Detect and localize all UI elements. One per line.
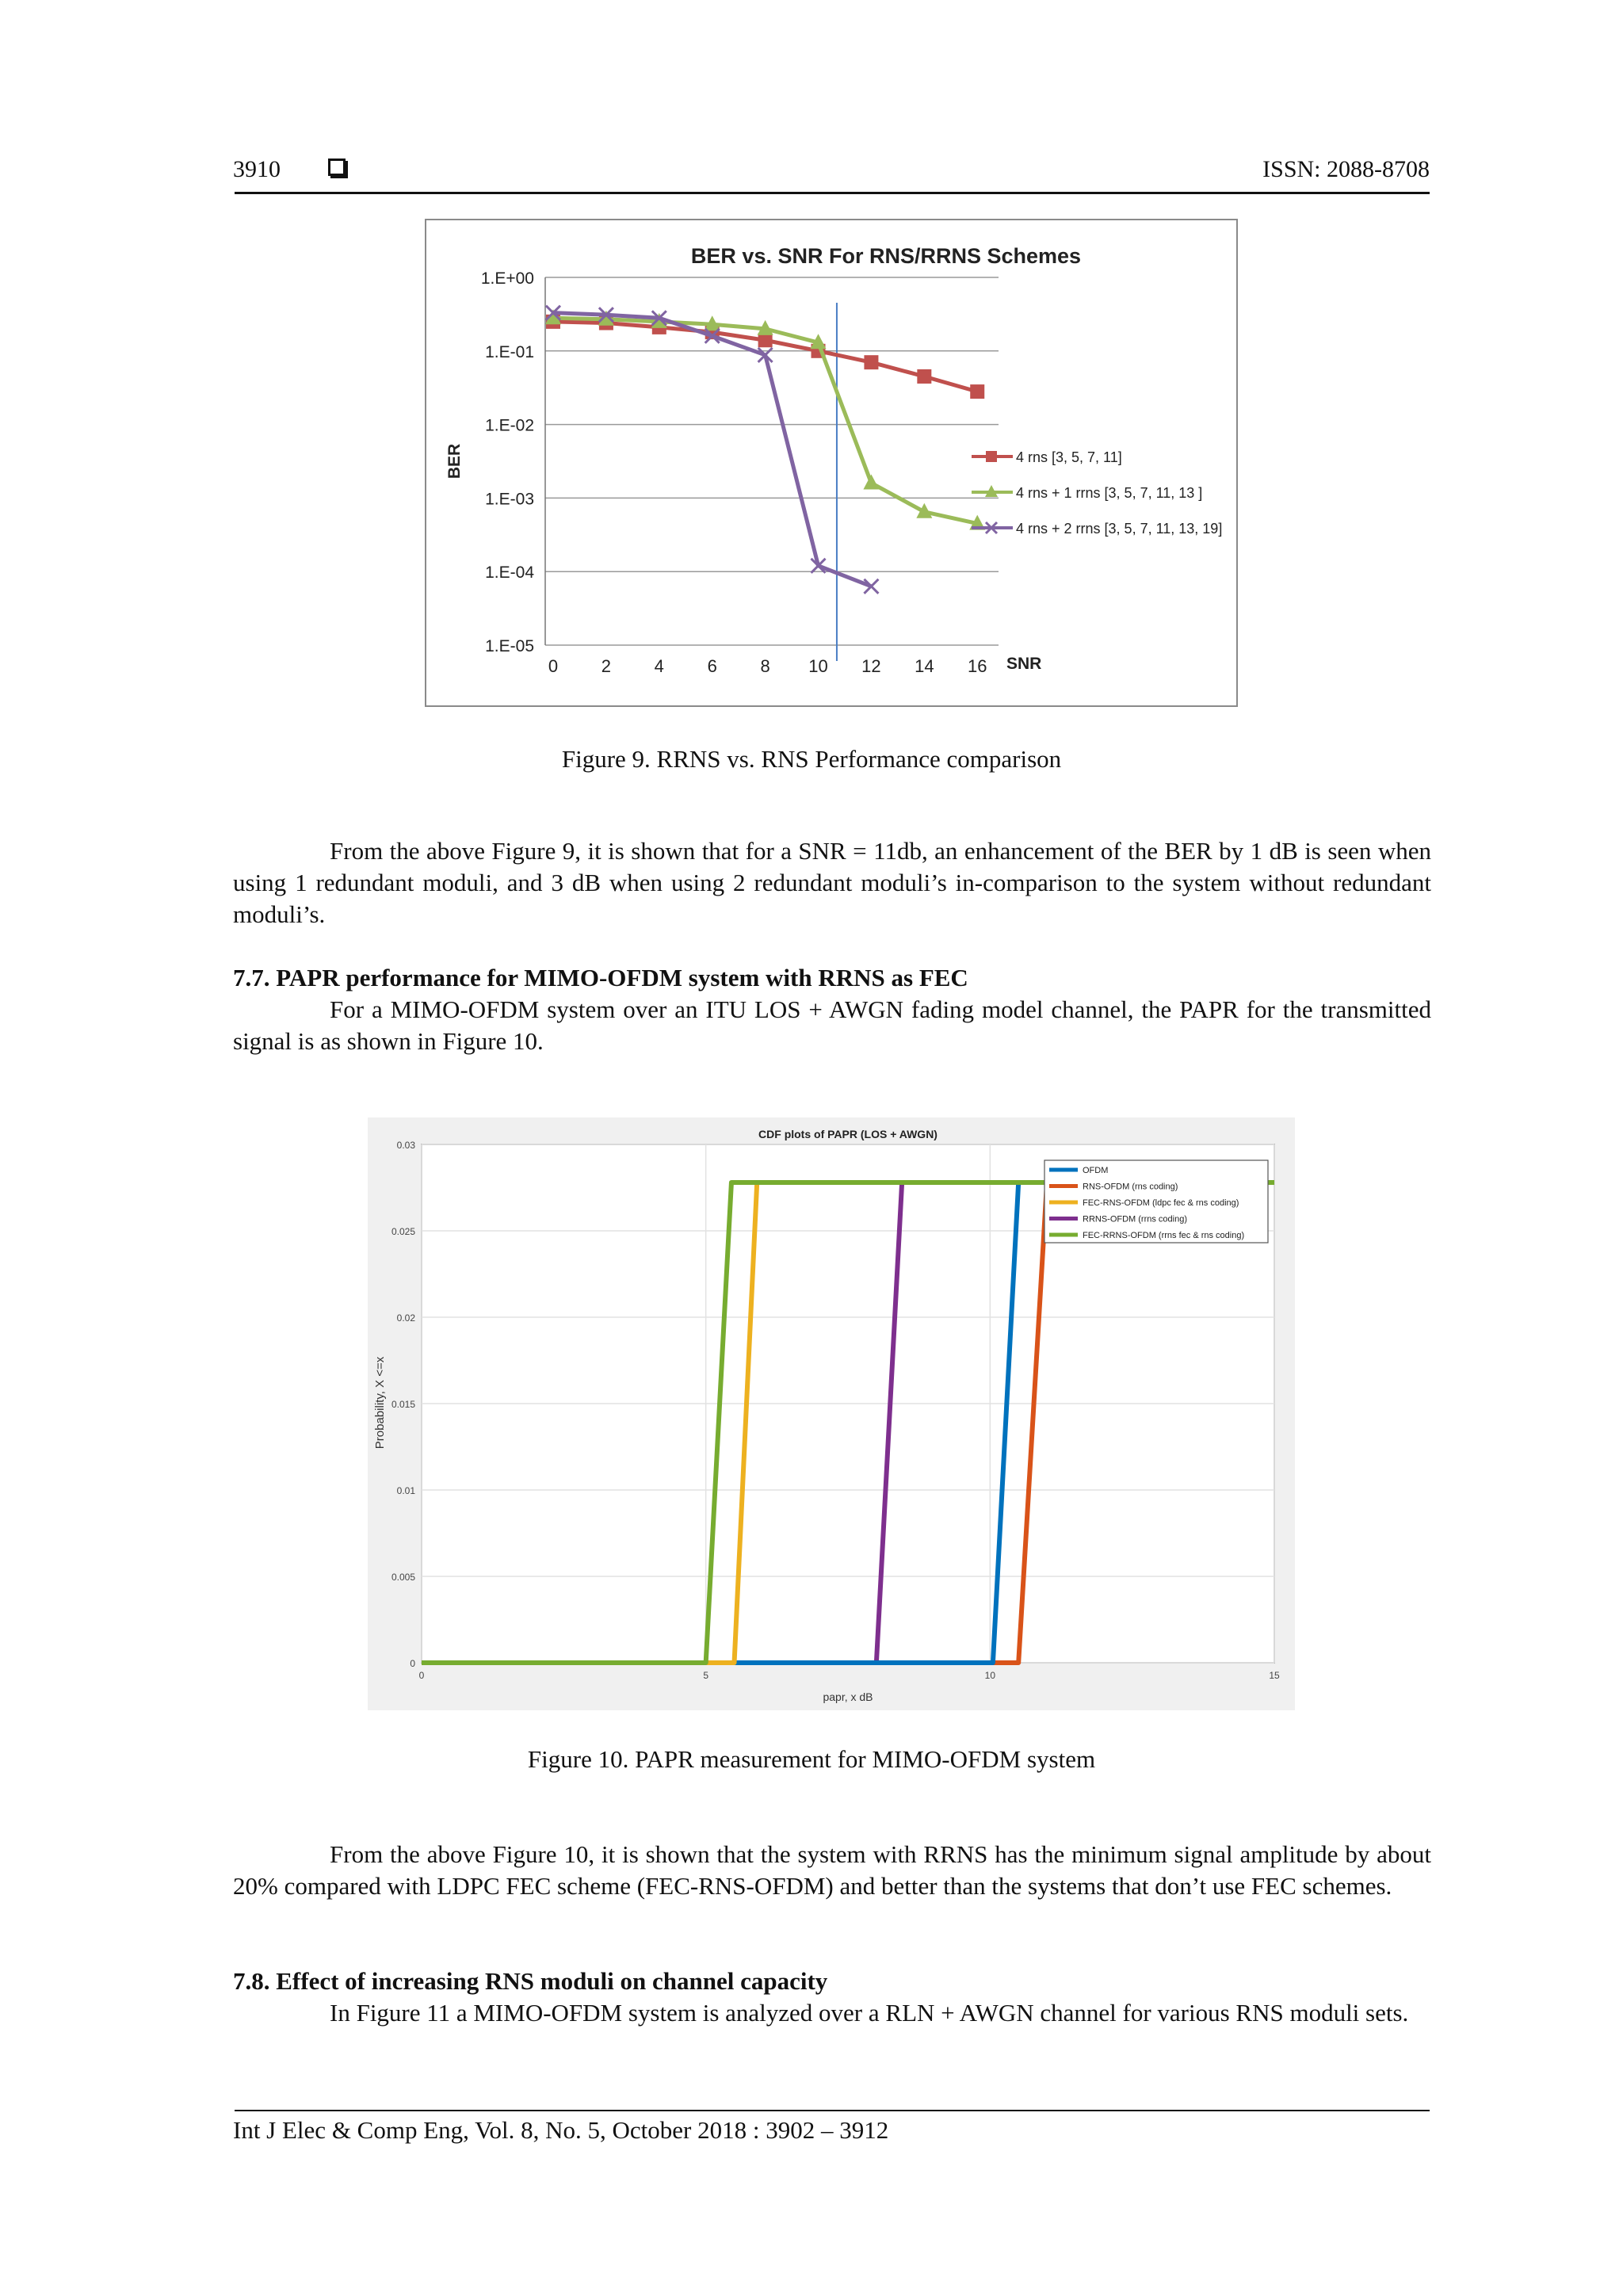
paragraph-1 <box>233 835 1431 930</box>
x-tick-label: 16 <box>967 656 987 676</box>
legend-label: 4 rns + 1 rrns [3, 5, 7, 11, 13 ] <box>1016 485 1203 501</box>
legend-label: 4 rns [3, 5, 7, 11] <box>1016 449 1122 465</box>
section-7-8-text: In Figure 11 a MIMO-OFDM system is analyzed over a RLN + AWGN channel for various RNS moduli sets. <box>330 1999 1409 2027</box>
y-tick-label: 1.E-02 <box>485 416 534 435</box>
y-tick-label: 0.015 <box>391 1399 415 1410</box>
legend-marker <box>986 451 997 462</box>
header-rule <box>235 192 1430 194</box>
y-axis-label: Probability, X <=x <box>373 1356 387 1450</box>
x-tick-label: 5 <box>703 1670 709 1681</box>
page-number: 3910 <box>233 156 281 182</box>
y-tick-label: 1.E-01 <box>485 342 534 361</box>
section-7-7-paragraph <box>233 994 1431 1057</box>
chart-title: CDF plots of PAPR (LOS + AWGN) <box>758 1128 938 1140</box>
y-tick-label: 0 <box>410 1658 415 1669</box>
x-axis-label: SNR <box>1006 655 1042 673</box>
data-point <box>970 384 984 399</box>
series-line <box>553 318 977 523</box>
y-tick-label: 0.01 <box>396 1485 415 1496</box>
data-point <box>864 355 878 369</box>
x-tick-label: 6 <box>707 656 717 676</box>
y-axis-label: BER <box>445 443 464 479</box>
legend-label: 4 rns + 2 rrns [3, 5, 7, 11, 13, 19] <box>1016 521 1223 537</box>
square-bullet-icon <box>328 159 346 176</box>
x-tick-label: 12 <box>861 656 881 676</box>
legend-label: FEC-RNS-OFDM (ldpc fec & rns coding) <box>1083 1198 1239 1208</box>
legend-label: OFDM <box>1083 1166 1109 1175</box>
y-tick-label: 0.02 <box>396 1312 415 1324</box>
y-tick-label: 0.03 <box>396 1140 415 1151</box>
figure-9 <box>425 219 1238 707</box>
footer-citation: Int J Elec & Comp Eng, Vol. 8, No. 5, October 2018 : 3902 – 3912 <box>233 2116 889 2144</box>
figure-10-caption: Figure 10. PAPR measurement for MIMO-OFDM system <box>527 1745 1096 1773</box>
issn: ISSN: 2088-8708 <box>1262 156 1430 182</box>
x-tick-label: 10 <box>984 1670 996 1681</box>
y-tick-label: 0.025 <box>391 1226 415 1237</box>
legend-label: RRNS-OFDM (rrns coding) <box>1083 1214 1188 1224</box>
legend-label: FEC-RRNS-OFDM (rrns fec & rns coding) <box>1083 1231 1245 1240</box>
paragraph-2-text: From the above Figure 10, it is shown that the system with RRNS has the minimum signal amplitude by about 20% compared with LDPC FEC scheme (FEC-RNS-OFDM) and better than the systems that don’t use FEC schemes. <box>233 1840 1431 1900</box>
legend-label: RNS-OFDM (rns coding) <box>1083 1182 1178 1192</box>
x-tick-label: 0 <box>548 656 559 676</box>
figure-10 <box>368 1117 1295 1710</box>
data-point <box>758 333 773 347</box>
data-point <box>917 369 931 384</box>
y-tick-label: 1.E-05 <box>485 637 534 655</box>
y-tick-label: 1.E+00 <box>480 269 534 288</box>
ber-chart <box>426 220 1236 705</box>
x-tick-label: 10 <box>808 656 828 676</box>
x-axis-label: papr, x dB <box>823 1690 873 1703</box>
paragraph-1-text: From the above Figure 9, it is shown that for a SNR = 11db, an enhancement of the BER by 1 dB is seen when using 1 redundant moduli, and 3 dB when using 2 redundant moduli’s in-comparison to the system without redundant moduli’s. <box>233 837 1431 928</box>
x-tick-label: 14 <box>915 656 934 676</box>
y-tick-label: 1.E-04 <box>485 563 534 583</box>
paragraph-2 <box>233 1839 1431 1902</box>
x-tick-label: 8 <box>760 656 770 676</box>
section-7-7-text: For a MIMO-OFDM system over an ITU LOS + AWGN fading model channel, the PAPR for the transmitted signal is as shown in Figure 10. <box>233 995 1431 1055</box>
y-tick-label: 1.E-03 <box>485 490 534 509</box>
y-tick-label: 0.005 <box>391 1572 415 1583</box>
footer-rule <box>235 2110 1430 2111</box>
chart-title: BER vs. SNR For RNS/RRNS Schemes <box>690 244 1082 268</box>
x-tick-label: 15 <box>1269 1670 1280 1681</box>
figure-9-caption: Figure 9. RRNS vs. RNS Performance comparison <box>561 745 1062 773</box>
x-tick-label: 0 <box>418 1670 425 1681</box>
data-point <box>863 474 879 489</box>
section-7-8-paragraph <box>233 1997 1431 2029</box>
x-tick-label: 4 <box>654 656 664 676</box>
x-tick-label: 2 <box>601 656 612 676</box>
papr-chart <box>368 1117 1295 1710</box>
section-7-8-heading: 7.8. Effect of increasing RNS moduli on channel capacity <box>233 1967 828 1995</box>
section-7-7-heading: 7.7. PAPR performance for MIMO-OFDM system with RRNS as FEC <box>233 964 968 991</box>
